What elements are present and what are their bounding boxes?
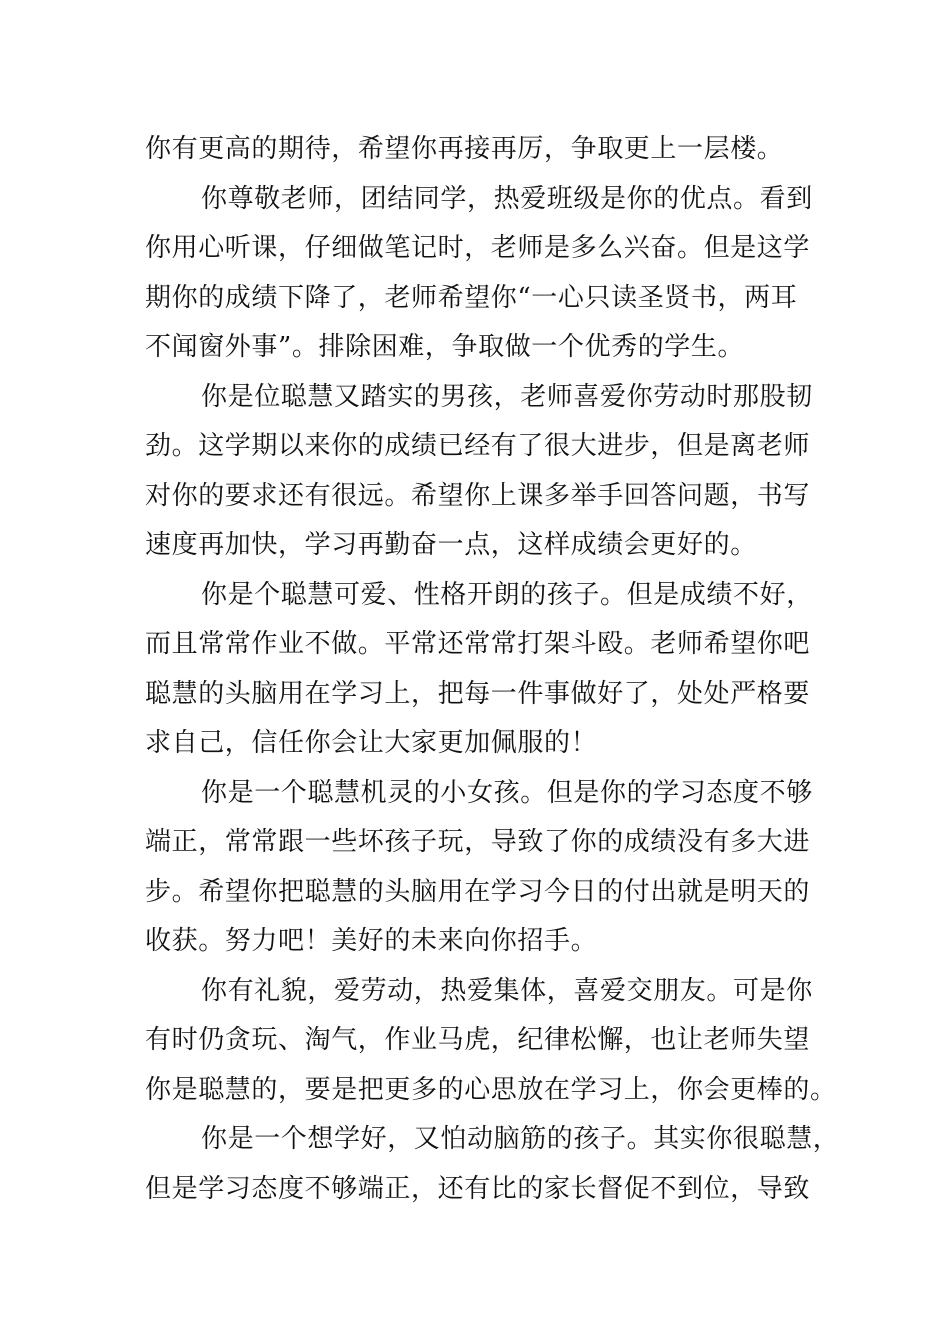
text-line: 求自己，信任你会让大家更加佩服的！ bbox=[145, 728, 598, 758]
text-line: 你有更高的期待，希望你再接再厉，争取更上一层楼。 bbox=[145, 134, 784, 164]
text-line: 而且常常作业不做。平常还常常打架斗殴。老师希望你吧 bbox=[145, 629, 811, 659]
text-line: 劲。这学期以来你的成绩已经有了很大进步，但是离老师 bbox=[145, 431, 811, 461]
text-line: 你是聪慧的，要是把更多的心思放在学习上，你会更棒的。 bbox=[145, 1074, 837, 1105]
text-line: 收获。努力吧！美好的未来向你招手。 bbox=[145, 926, 598, 956]
paragraph-first-line: 你是位聪慧又踏实的男孩，老师喜爱你劳动时那股韧 bbox=[201, 381, 813, 412]
text-line: 聪慧的头脑用在学习上，把每一件事做好了，处处严格要 bbox=[145, 678, 811, 709]
document-body bbox=[145, 125, 840, 1214]
text-line: 有时仍贪玩、淘气，作业马虎，纪律松懈，也让老师失望 bbox=[145, 1025, 811, 1055]
paragraph-first-line: 你有礼貌，爱劳动，热爱集体，喜爱交朋友。可是你 bbox=[201, 975, 813, 1006]
text-line: 端正，常常跟一些坏孩子玩，导致了你的成绩没有多大进 bbox=[145, 827, 811, 857]
text-line: 期你的成绩下降了，老师希望你“一心只读圣贤书，两耳 bbox=[145, 282, 798, 313]
text-line: 速度再加快，学习再勤奋一点，这样成绩会更好的。 bbox=[145, 530, 757, 560]
text-line: 步。希望你把聪慧的头脑用在学习今日的付出就是明天的 bbox=[145, 876, 811, 907]
paragraph-first-line: 你是一个想学好，又怕动脑筋的孩子。其实你很聪慧， bbox=[201, 1124, 840, 1154]
text-line: 对你的要求还有很远。希望你上课多举手回答问题，书写 bbox=[145, 480, 811, 511]
paragraph-first-line: 你尊敬老师，团结同学，热爱班级是你的优点。看到 bbox=[201, 183, 813, 214]
text-line: 不闻窗外事”。排除困难，争取做一个优秀的学生。 bbox=[145, 332, 745, 362]
text-line: 你用心听课，仔细做笔记时，老师是多么兴奋。但是这学 bbox=[145, 233, 811, 263]
paragraph-first-line: 你是一个聪慧机灵的小女孩。但是你的学习态度不够 bbox=[201, 777, 813, 808]
paragraph-first-line: 你是个聪慧可爱、性格开朗的孩子。但是成绩不好， bbox=[201, 579, 813, 610]
text-line: 但是学习态度不够端正，还有比的家长督促不到位，导致 bbox=[145, 1173, 811, 1204]
